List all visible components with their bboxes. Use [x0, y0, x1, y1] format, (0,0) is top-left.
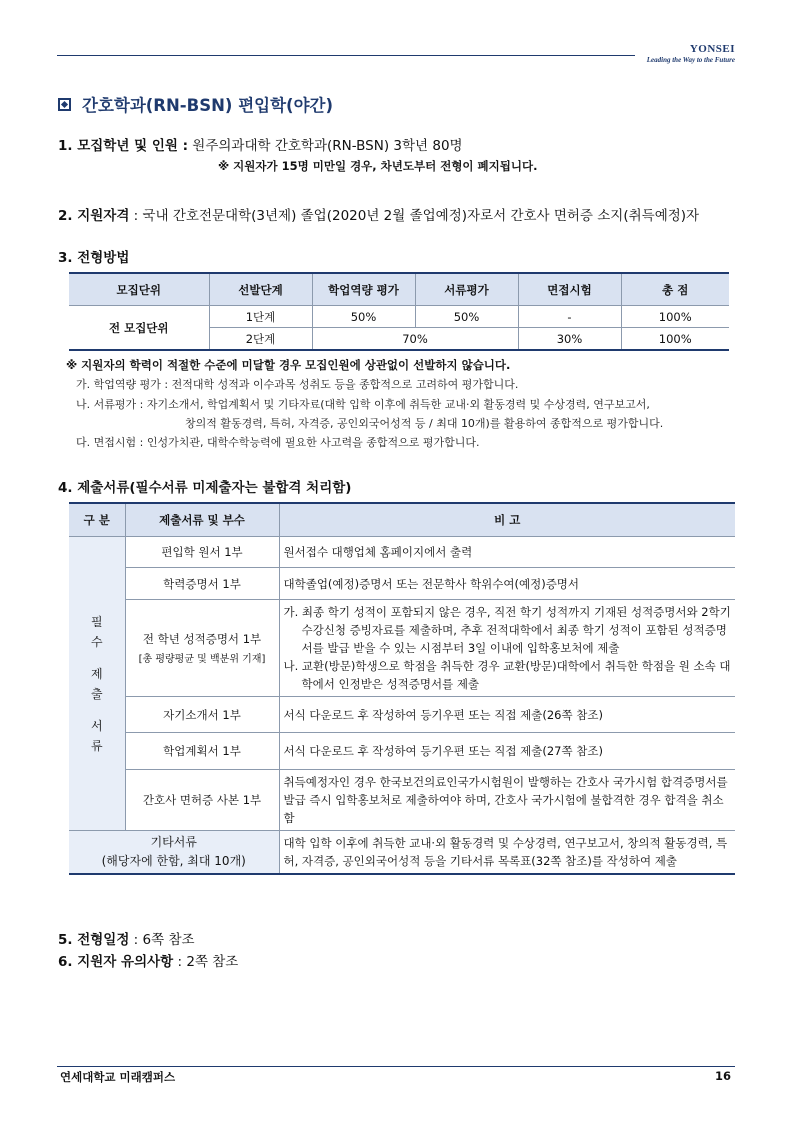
- table-row: [69, 697, 735, 733]
- section-3-item: 창의적 활동경력, 특허, 자격증, 공인외국어성적 등 / 최대 10개)를 활용하여 종합적으로 평가합니다.: [185, 417, 664, 430]
- section-3-item: 다. 면접시험 : 인성가치관, 대학수학능력에 필요한 사고력을 종합적으로 평가합니다.: [76, 436, 480, 449]
- table-cell: -: [518, 306, 621, 328]
- page-title-text: 간호학과(RN-BSN) 편입학(야간): [82, 96, 333, 115]
- footer-university: 연세대학교 미래캠퍼스: [60, 1070, 176, 1084]
- footer-rule: [57, 1066, 735, 1067]
- square-bullet-icon: [58, 98, 71, 111]
- logo-name: YONSEI: [689, 43, 735, 55]
- page-number: 16: [714, 1069, 731, 1083]
- table-cell: 50%: [415, 306, 518, 328]
- table-row: [69, 306, 729, 328]
- required-category-cell: [69, 537, 125, 831]
- header-rule: [57, 55, 635, 56]
- table-row: [69, 600, 735, 697]
- section-5-text: : 6쪽 참조: [129, 932, 195, 948]
- document-sub: [총 평량평균 및 백분위 기재]: [138, 654, 266, 665]
- other-documents-name: 기타서류: [150, 835, 197, 849]
- other-documents-sub: (해당자에 한함, 최대 10개): [101, 854, 246, 868]
- document-desc: 취득예정자인 경우 한국보건의료인국가시험원이 발행하는 간호사 국가시험 합격증명서를 발급 즉시 입학홍보처로 제출하여야 하며, 간호사 국가시험에 불합격한 경우 합격을 취소함: [279, 770, 735, 831]
- table-header: 비 고: [279, 503, 735, 537]
- table-header: 제출서류 및 부수: [125, 503, 279, 537]
- document-desc: 서식 다운로드 후 작성하여 등기우편 또는 직접 제출(27쪽 참조): [279, 733, 735, 770]
- table-cell: 30%: [518, 328, 621, 351]
- yonsei-logo: [647, 43, 735, 64]
- table-header-row: [69, 273, 729, 306]
- section-6: [58, 950, 238, 970]
- section-2-text: : 국내 간호전문대학(3년제) 졸업(2020년 2월 졸업예정)자로서 간호사 면허증 소지(취득예정)자: [129, 208, 700, 224]
- table-row: [69, 733, 735, 770]
- document-desc-cell: [279, 600, 735, 697]
- table-row: [69, 537, 735, 568]
- document-name: 전 학년 성적증명서 1부: [142, 632, 262, 646]
- category-char: 필: [90, 614, 103, 629]
- category-char: 수: [90, 634, 103, 649]
- table-cell: 100%: [621, 306, 729, 328]
- document-name: 학업계획서 1부: [125, 733, 279, 770]
- section-2: [58, 204, 699, 224]
- table-row: [69, 568, 735, 600]
- section-3-item: 가. 학업역량 평가 : 전적대학 성적과 이수과목 성취도 등을 종합적으로 고려하여 평가합니다.: [76, 378, 519, 391]
- table-header: 면접시험: [518, 273, 621, 306]
- document-name-cell: [125, 600, 279, 697]
- section-3: [58, 246, 129, 266]
- section-1: [58, 134, 463, 154]
- section-2-label: 2. 지원자격: [58, 208, 130, 224]
- document-name: 편입학 원서 1부: [125, 537, 279, 568]
- section-1-note: ※ 지원자가 15명 미만일 경우, 차년도부터 전형이 폐지됩니다.: [218, 159, 538, 173]
- document-name: 간호사 면허증 사본 1부: [125, 770, 279, 831]
- section-4-label: 4. 제출서류(필수서류 미제출자는 불합격 처리함): [58, 480, 352, 496]
- table-header: 서류평가: [415, 273, 518, 306]
- table-header-row: [69, 503, 735, 537]
- table-cell: 100%: [621, 328, 729, 351]
- section-1-text: 원주의과대학 간호학과(RN-BSN) 3학년 80명: [188, 138, 463, 154]
- table-cell: 70%: [312, 328, 518, 351]
- table-row: [69, 770, 735, 831]
- document-desc: 대학졸업(예정)증명서 또는 전문학사 학위수여(예정)증명서: [279, 568, 735, 600]
- section-3-label: 3. 전형방법: [58, 250, 130, 266]
- table-cell: 50%: [312, 306, 415, 328]
- category-char: 출: [90, 686, 103, 701]
- document-name: 자기소개서 1부: [125, 697, 279, 733]
- logo-slogan: Leading the Way to the Future: [646, 56, 735, 64]
- section-3-note: ※ 지원자의 학력이 적절한 수준에 미달할 경우 모집인원에 상관없이 선발하지 않습니다.: [66, 358, 511, 372]
- document-desc: 나. 교환(방문)학생으로 학점을 취득한 경우 교환(방문)대학에서 취득한 학점을 원 소속 대학에서 인정받은 성적증명서를 제출: [283, 659, 731, 691]
- section-5-label: 5. 전형일정: [58, 932, 130, 948]
- document-desc: 서식 다운로드 후 작성하여 등기우편 또는 직접 제출(26쪽 참조): [279, 697, 735, 733]
- page-title: [58, 92, 333, 116]
- category-char: 류: [90, 738, 103, 753]
- section-5: [58, 928, 195, 948]
- documents-table: [69, 502, 735, 875]
- table-cell: 전 모집단위: [69, 306, 209, 351]
- section-6-label: 6. 지원자 유의사항: [58, 954, 174, 970]
- section-6-text: : 2쪽 참조: [173, 954, 239, 970]
- table-cell: 2단계: [209, 328, 312, 351]
- selection-method-table: [69, 272, 729, 351]
- table-header: 선발단계: [209, 273, 312, 306]
- document-desc: 가. 최종 학기 성적이 포함되지 않은 경우, 직전 학기 성적까지 기재된 성적증명서와 2학기 수강신청 증빙자료를 제출하며, 추후 전적대학에서 최종 학기 성적이 포함된 성적증명서를 발급 받을 수 있는 시점부터 3일 이내에 입학홍보처에 제출: [283, 605, 731, 655]
- table-header: 모집단위: [69, 273, 209, 306]
- document-desc: 대학 입학 이후에 취득한 교내·외 활동경력 및 수상경력, 연구보고서, 창의적 활동경력, 특허, 자격증, 공인외국어성적 등을 기타서류 목록표(32쪽 참조)를 작성하여 제출: [279, 831, 735, 875]
- table-header: 학업역량 평가: [312, 273, 415, 306]
- table-header: 총 점: [621, 273, 729, 306]
- table-row: [69, 831, 735, 875]
- table-cell: 1단계: [209, 306, 312, 328]
- document-desc: 원서접수 대행업체 홈페이지에서 출력: [279, 537, 735, 568]
- document-name: 학력증명서 1부: [125, 568, 279, 600]
- section-3-item: 나. 서류평가 : 자기소개서, 학업계획서 및 기타자료(대학 입학 이후에 취득한 교내·외 활동경력 및 수상경력, 연구보고서,: [76, 398, 650, 411]
- other-documents-cell: [69, 831, 279, 875]
- table-header: 구 분: [69, 503, 125, 537]
- section-4: [58, 476, 351, 496]
- section-1-label: 1. 모집학년 및 인원 :: [58, 138, 189, 154]
- category-char: 제: [90, 666, 103, 681]
- category-char: 서: [90, 718, 103, 733]
